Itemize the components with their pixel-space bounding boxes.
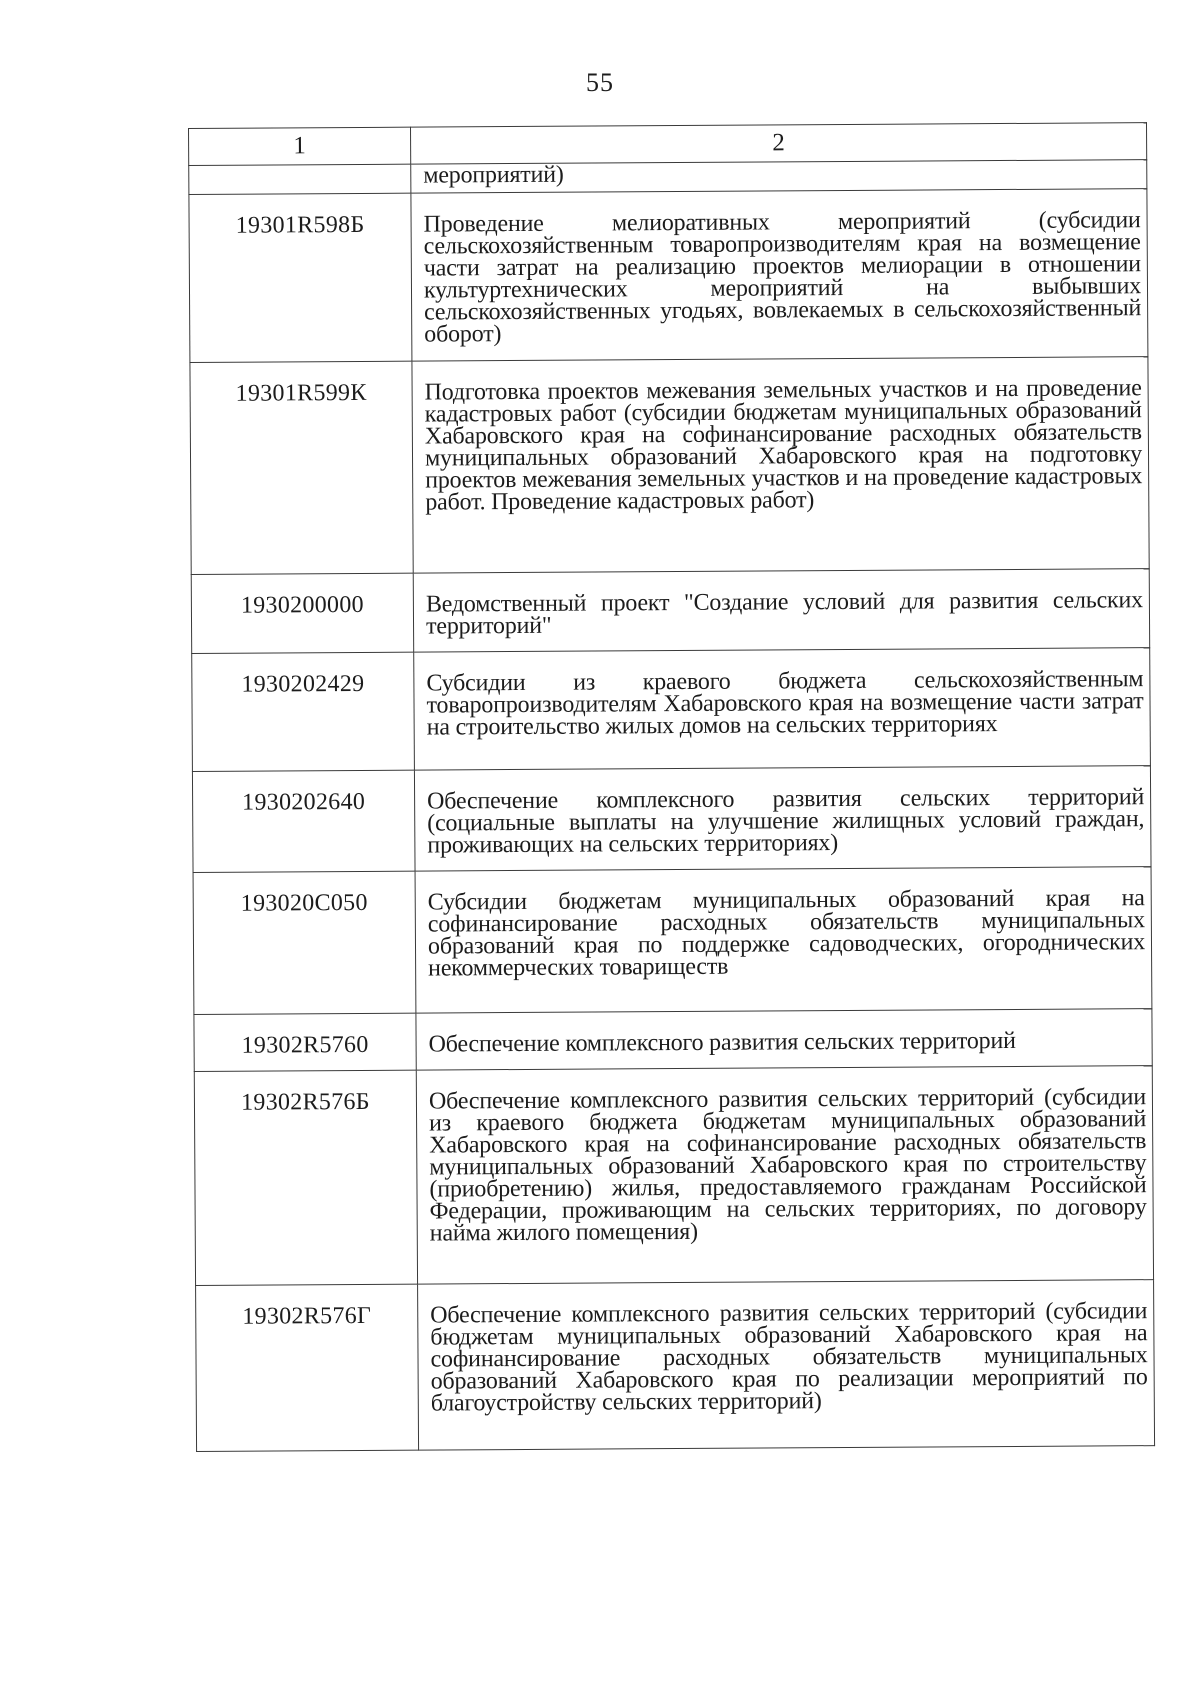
table-cell-code: 19302R5760 — [194, 1013, 416, 1071]
table-header-row — [189, 123, 1147, 166]
table-cell-name: мероприятий) — [411, 160, 1147, 193]
table-cell-name: Субсидии бюджетам муниципальных образований края на софинансирование расходных обязательств муниципальных образований края по поддержке садоводческих, огороднических некоммерческих товариществ — [415, 867, 1152, 1013]
table-cell-name: Ведомственный проект "Создание условий для развития сельских территорий" — [413, 569, 1149, 652]
table-row — [190, 357, 1149, 575]
table-row — [194, 1066, 1153, 1286]
table-row — [196, 1280, 1155, 1452]
table-cell-code: 19301R599К — [190, 361, 413, 574]
table-row — [192, 766, 1151, 873]
column-header-code: 1 — [189, 127, 411, 165]
column-header-name: 2 — [410, 123, 1146, 164]
table-cell-code: 19301R598Б — [189, 193, 412, 362]
table-row — [192, 648, 1151, 772]
table-cell-code: 193020С050 — [193, 871, 416, 1014]
table-cell-name: Проведение мелиоративных мероприятий (субсидии сельскохозяйственным товаропроизводителям края на возмещение части затрат на реализацию проектов мелиорации в отношении культуртехнических мероприятий на выбывших сельскохозяйственных угодьях, вовлекаемых в сельскохозяйственный оборот) — [411, 189, 1148, 361]
table-row — [191, 569, 1149, 654]
table-cell-name: Обеспечение комплексного развития сельских территорий (субсидии бюджетам муниципальных образований Хабаровского края на софинансирование расходных обязательств муниципальных образований Хабаровского края по реализации мероприятий по благоустройству сельских территорий) — [418, 1280, 1155, 1450]
table-cell-code: 19302R576Б — [194, 1070, 417, 1285]
table-cell-name: Субсидии из краевого бюджета сельскохозяйственным товаропроизводителям Хабаровского края на возмещение части затрат на строительство жилых домов на сельских территориях — [414, 648, 1151, 770]
page-number: 55 — [586, 68, 614, 97]
table-row — [189, 189, 1148, 363]
table-cell-name: Подготовка проектов межевания земельных участков и на проведение кадастровых работ (субсидии бюджетам муниципальных образований Хабаровского края на софинансирование расходных обязательств муниципальных образований Хабаровского края на подготовку проектов межевания земельных участков и на проведение кадастровых работ. Проведение кадастровых работ) — [412, 357, 1149, 573]
table-row — [194, 1009, 1152, 1072]
table-cell-code: 1930200000 — [191, 573, 413, 653]
budget-classification-table — [188, 122, 1155, 1452]
table-row — [193, 867, 1152, 1015]
table-cell-code: 1930202640 — [192, 770, 415, 872]
table-cell-code — [189, 164, 411, 194]
table-cell-name: Обеспечение комплексного развития сельских территорий (субсидии из краевого бюджета бюджетам муниципальных образований Хабаровского края на софинансирование расходных обязательств муниципальных образований Хабаровского края по строительству (приобретению) жилья, предоставляемого гражданам Российской Федерации, проживающим на сельских территориях, по договору найма жилого помещения) — [416, 1066, 1153, 1284]
table-cell-code: 19302R576Г — [196, 1284, 419, 1451]
table-cell-code: 1930202429 — [192, 652, 415, 771]
table-cell-name: Обеспечение комплексного развития сельских территорий (социальные выплаты на улучшение жилищных условий граждан, проживающих на сельских территориях) — [414, 766, 1151, 871]
table-cell-name: Обеспечение комплексного развития сельских территорий — [416, 1009, 1152, 1070]
